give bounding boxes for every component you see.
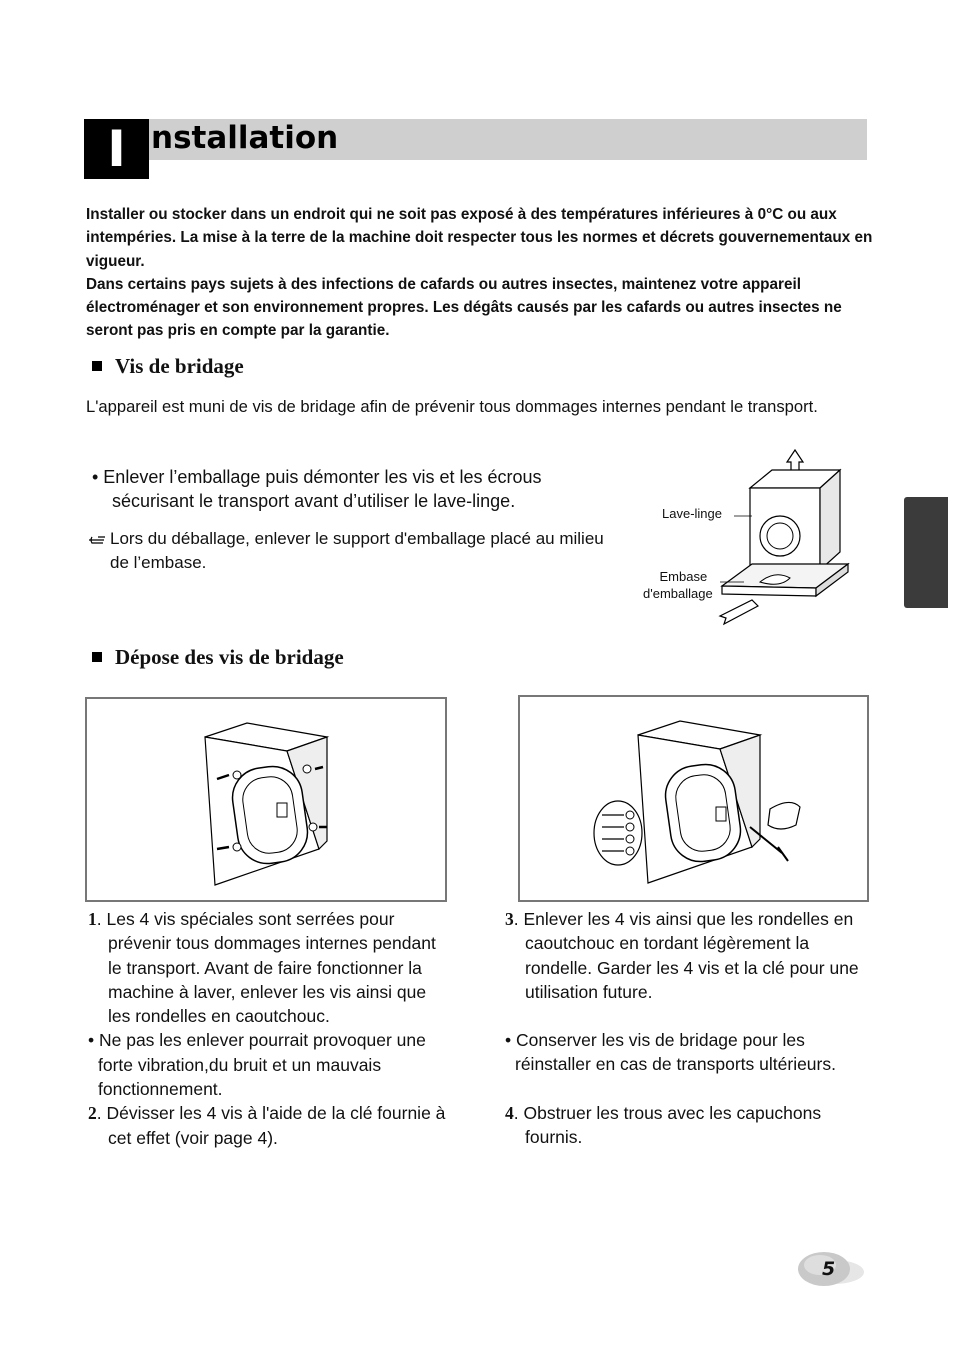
step-text: . Enlever les 4 vis ainsi que les rondelles en caoutchouc en tordant légèrement la rondelle. Garder les 4 vis et la clé pour une utilisation future. xyxy=(513,909,859,1002)
step-bullet-warning xyxy=(88,1028,448,1101)
note-text: Lors du déballage, enlever le support d'emballage placé au milieu de l’embase. xyxy=(110,529,604,572)
section1-note xyxy=(88,527,618,575)
step-text: . Dévisser les 4 vis à l'aide de la clé fournie à cet effet (voir page 4). xyxy=(96,1103,446,1148)
section-title-depose xyxy=(92,644,344,670)
step-number: 2 xyxy=(88,1103,97,1124)
step-text: • Conserver les vis de bridage pour les réinstaller en cas de transports ultérieurs. xyxy=(505,1030,836,1075)
intro-warning xyxy=(86,203,876,343)
square-bullet-icon xyxy=(92,652,102,662)
section1-description xyxy=(86,395,876,419)
header-initial-letter: I xyxy=(107,120,126,178)
step-number: 1 xyxy=(88,909,97,929)
step-text: • Ne pas les enlever pourrait provoquer une forte vibration,du bruit et un mauvais fonctionnement. xyxy=(88,1030,426,1100)
bullet-remove-packaging: • Enlever l’emballage puis démonter les vis et les écrous sécurisant le transport avant d’utiliser le lave-linge. xyxy=(92,467,542,511)
section-title-vis-de-bridage xyxy=(92,353,244,379)
step-1 xyxy=(88,907,448,1028)
label-embase xyxy=(643,568,713,602)
step-4 xyxy=(505,1101,865,1150)
step-bullet-keep xyxy=(505,1028,865,1077)
chapter-tab xyxy=(904,497,948,608)
section-title-text: Vis de bridage xyxy=(115,354,244,378)
page-number: 5 xyxy=(822,1258,836,1280)
section1-bullet xyxy=(92,465,612,513)
page-title: nstallation xyxy=(151,120,339,156)
label-lave-linge: Lave-linge xyxy=(662,506,722,521)
intro-paragraph-1: Installer ou stocker dans un endroit qui ne soit pas exposé à des températures inférieures à 0°C ou aux intempéries. La mise à la terre de la machine doit respecter tous les normes et décrets gouvernementaux en vigueur. xyxy=(86,206,873,270)
step-3 xyxy=(505,907,865,1004)
figure-remove-screws xyxy=(518,695,869,902)
label-embase-line1: Embase xyxy=(659,569,708,584)
section-title-text: Dépose des vis de bridage xyxy=(115,645,344,669)
figure-rear-screws xyxy=(85,697,447,902)
description-text: L'appareil est muni de vis de bridage afin de prévenir tous dommages internes pendant le transport. xyxy=(86,397,818,416)
label-embase-line2: d'emballage xyxy=(643,586,713,601)
steps-left xyxy=(88,907,448,1150)
intro-paragraph-2: Dans certains pays sujets à des infections de cafards ou autres insectes, maintenez votre appareil électroménager et son environnement propres. Les dégâts causés par les cafards ou autres insectes ne seront pas pris en compte par la garantie. xyxy=(86,275,842,340)
square-bullet-icon xyxy=(92,361,102,371)
step-number: 4 xyxy=(505,1102,514,1123)
step-text: . Les 4 vis spéciales sont serrées pour prévenir tous dommages internes pendant le transport. Avant de faire fonctionner la machine à laver, enlever les vis ainsi que les rondelles en caoutchouc. xyxy=(96,909,436,1027)
step-2 xyxy=(88,1101,448,1150)
step-text: . Obstruer les trous avec les capuchons fournis. xyxy=(513,1102,822,1148)
pointing-hand-icon xyxy=(88,527,110,575)
packaging-base-illustration xyxy=(640,448,860,638)
step-number: 3 xyxy=(505,909,514,929)
steps-right xyxy=(505,907,865,1149)
